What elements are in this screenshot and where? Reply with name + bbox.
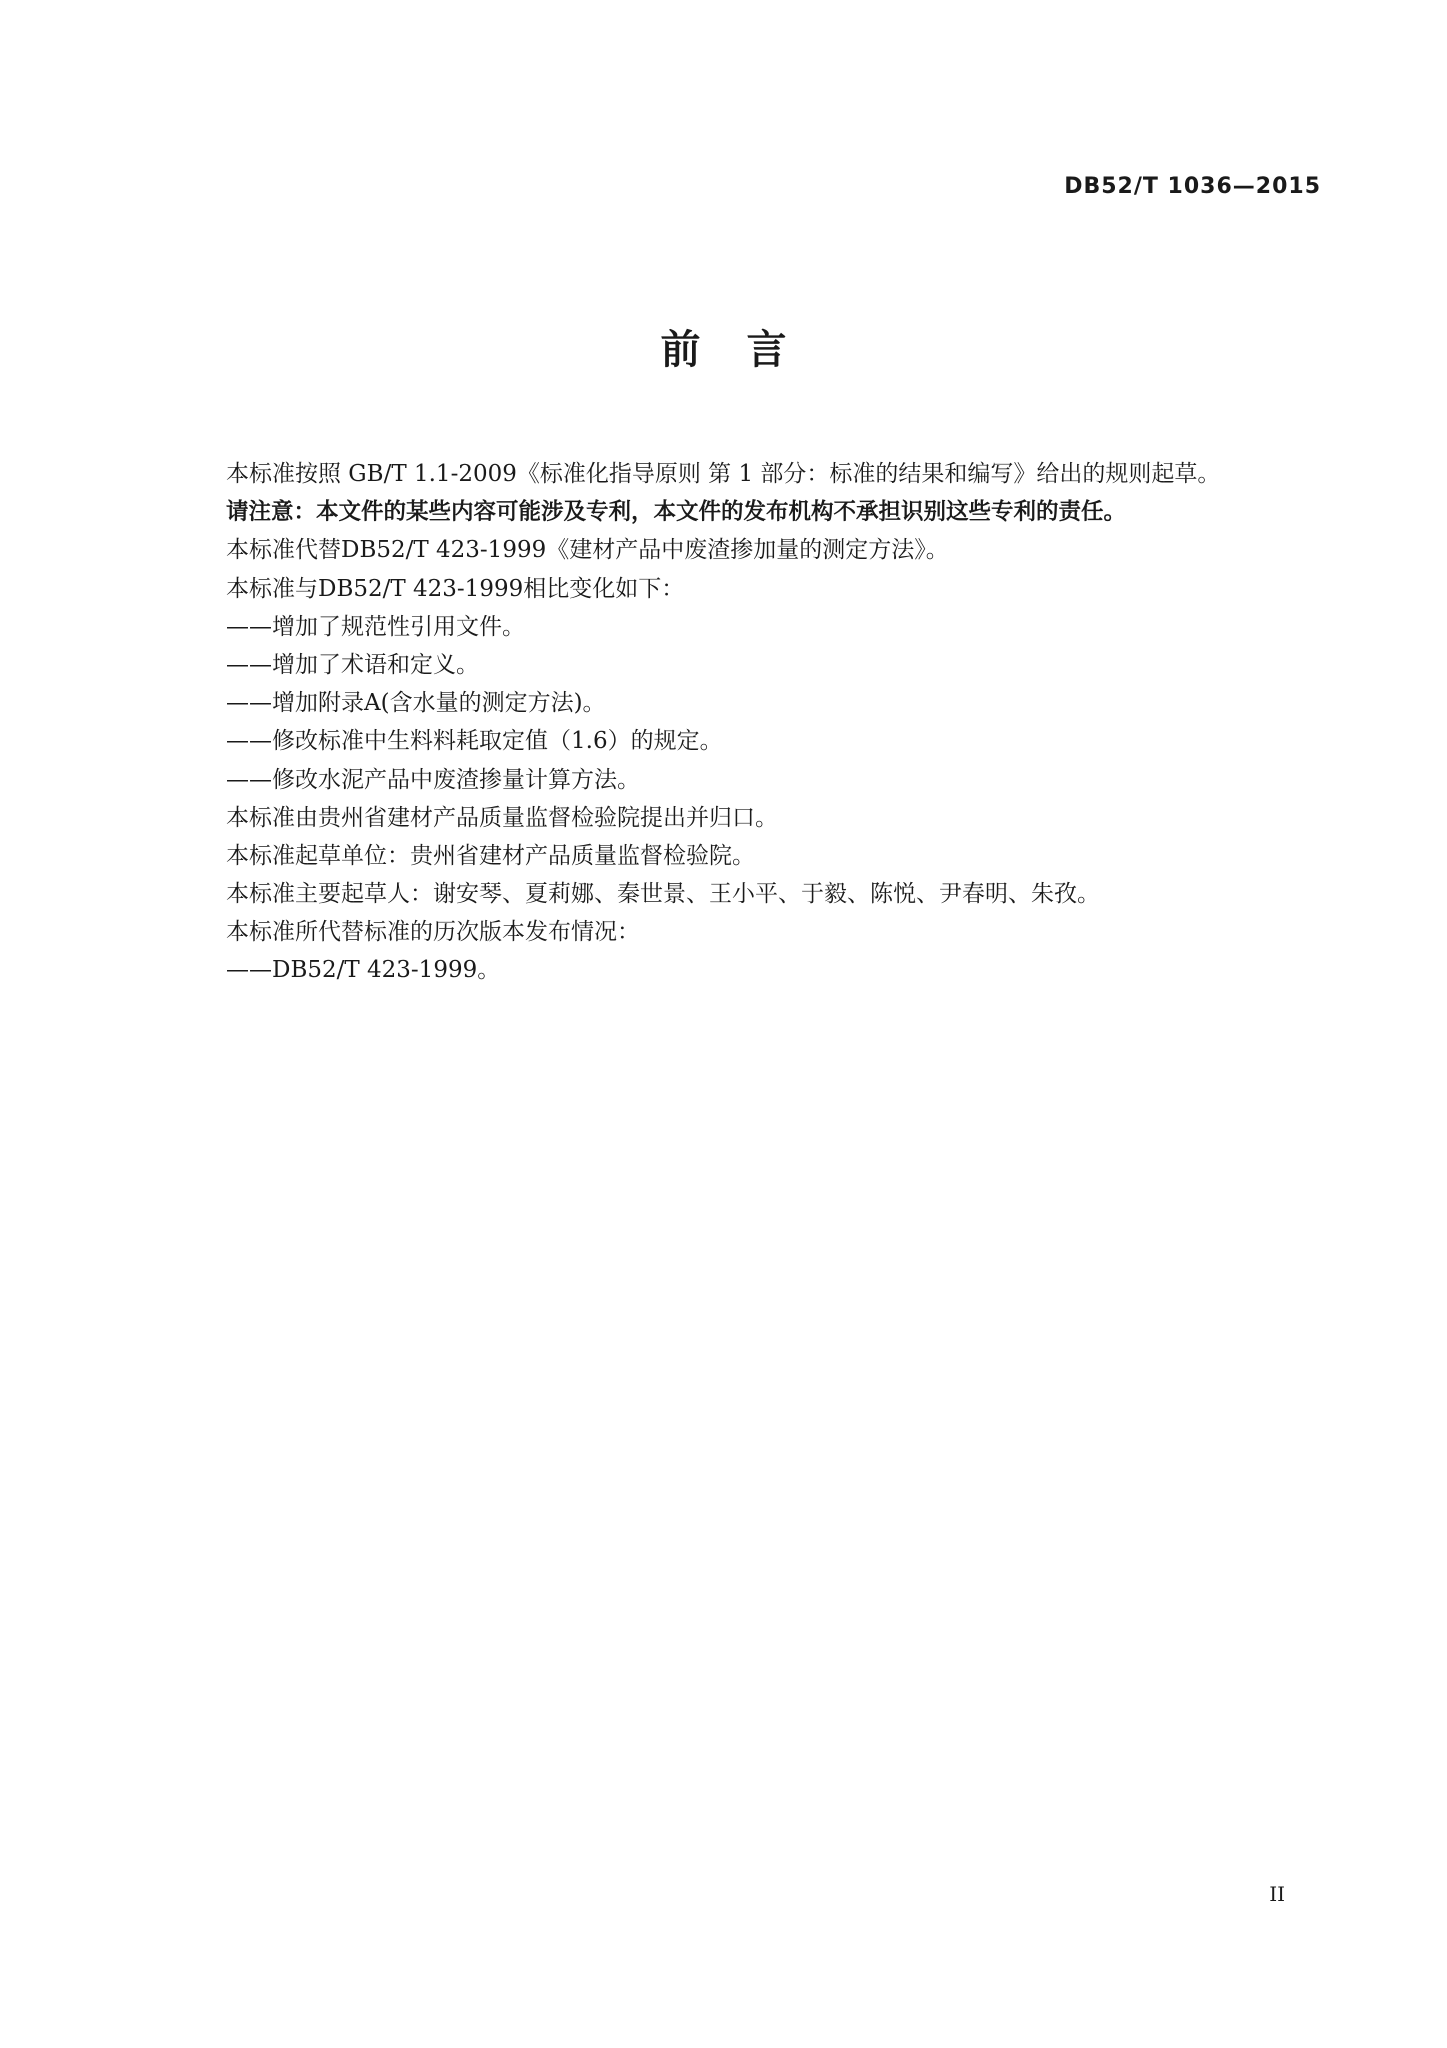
list-item-change: ——修改标准中生料料耗取定值（1.6）的规定。: [226, 728, 723, 755]
list-item-change: ——增加附录A(含水量的测定方法)。: [226, 690, 606, 717]
list-item-change: ——修改水泥产品中废渣掺量计算方法。: [226, 766, 640, 793]
page-number: II: [1269, 1882, 1285, 1906]
foreword-body: [226, 455, 1336, 990]
document-code: DB52/T 1036—2015: [1064, 174, 1321, 199]
paragraph-replaces: 本标准代替DB52/T 423-1999《建材产品中废渣掺加量的测定方法》。: [226, 537, 949, 564]
paragraph-patent-notice: 请注意：本文件的某些内容可能涉及专利，本文件的发布机构不承担识别这些专利的责任。: [226, 499, 1127, 526]
paragraph-drafters: 本标准主要起草人：谢安琴、夏莉娜、秦世景、王小平、于毅、陈悦、尹春明、朱孜。: [226, 881, 1100, 908]
paragraph-previous-editions: 本标准所代替标准的历次版本发布情况：: [226, 919, 640, 946]
page-title: 前言: [660, 327, 833, 373]
paragraph-changes-intro: 本标准与DB52/T 423-1999相比变化如下：: [226, 575, 685, 602]
list-item-change: ——增加了术语和定义。: [226, 651, 479, 678]
list-item-previous-edition: ——DB52/T 423-1999。: [226, 957, 501, 984]
paragraph-drafting-unit: 本标准起草单位：贵州省建材产品质量监督检验院。: [226, 842, 755, 869]
paragraph-proposer: 本标准由贵州省建材产品质量监督检验院提出并归口。: [226, 804, 778, 831]
list-item-change: ——增加了规范性引用文件。: [226, 613, 525, 640]
paragraph-drafting-rules: 本标准按照 GB/T 1.1-2009《标准化指导原则 第 1 部分：标准的结果和编写》给出的规则起草。: [226, 461, 1221, 487]
